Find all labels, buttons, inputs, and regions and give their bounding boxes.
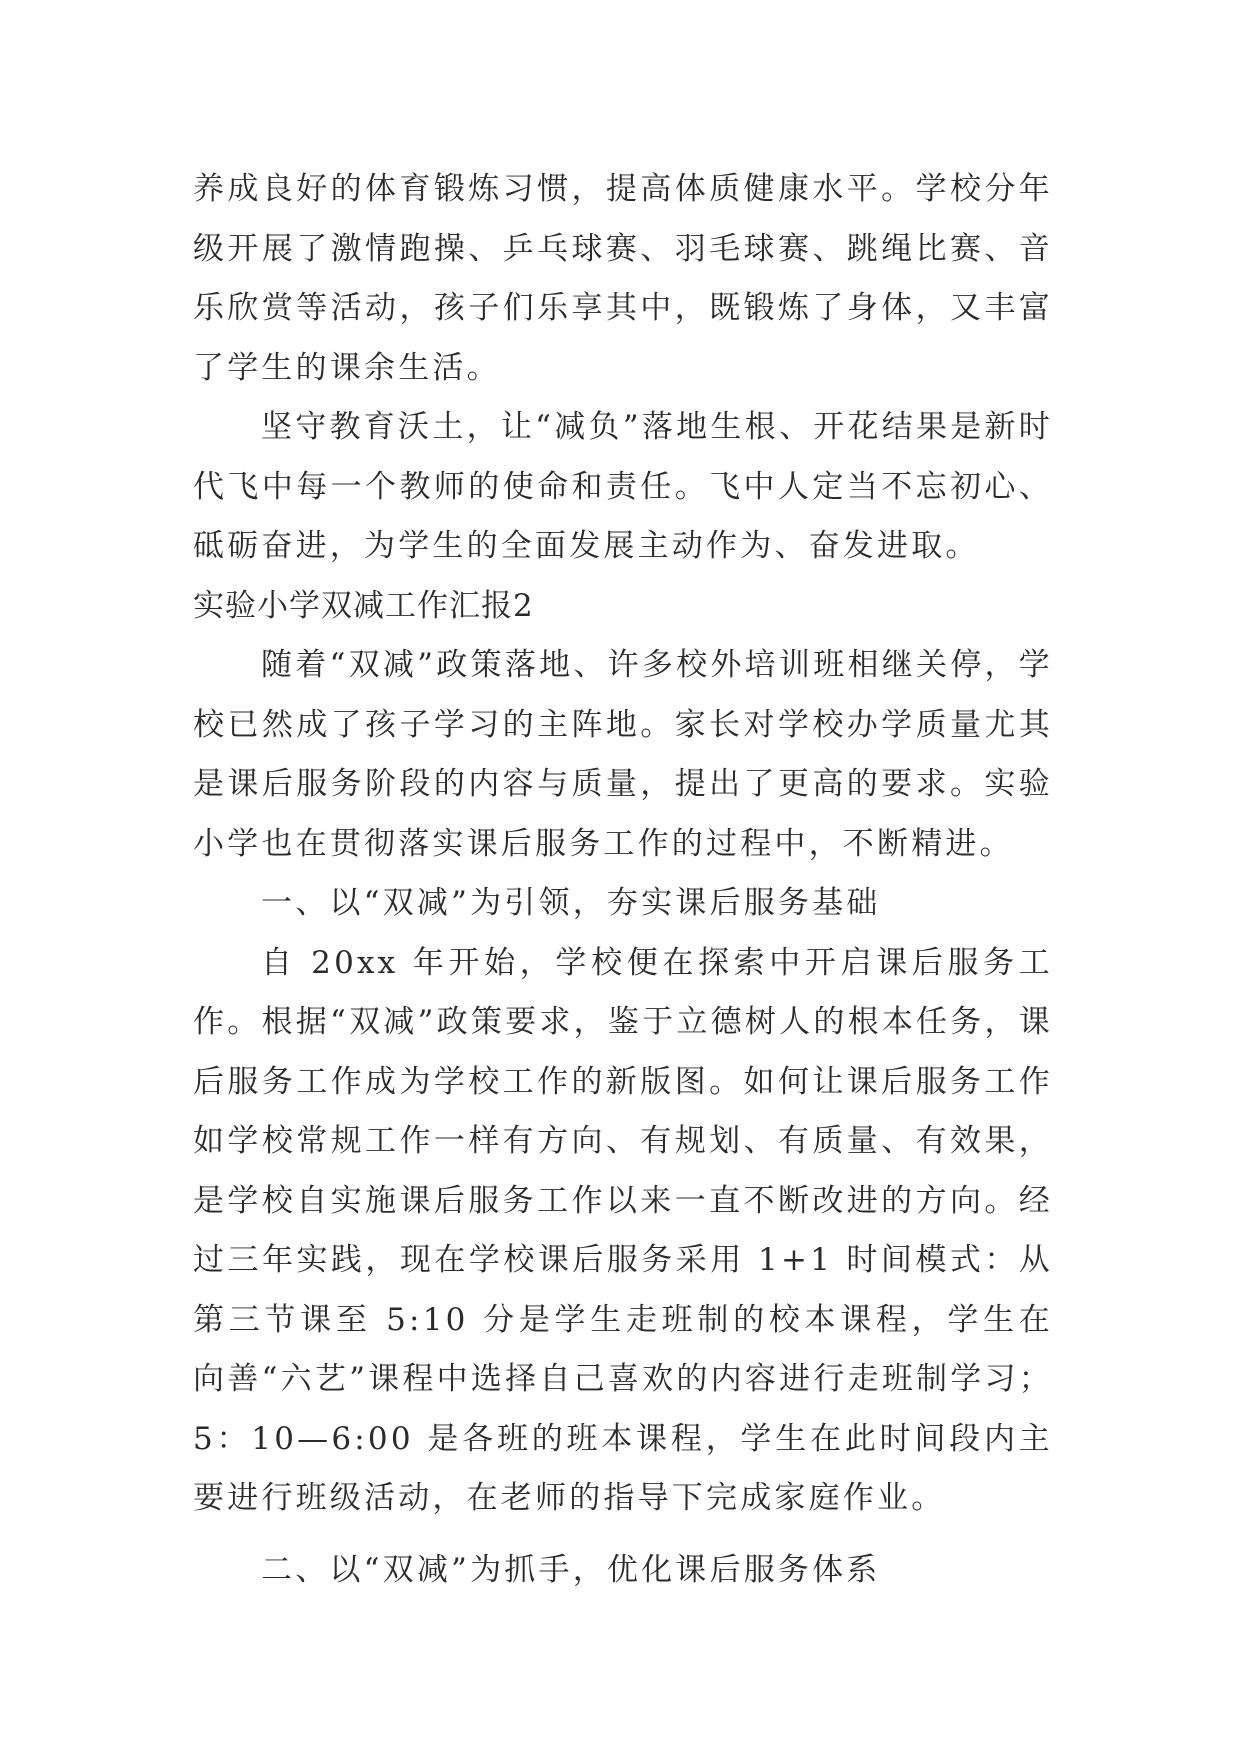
subheading-one: 一、以“双减”为引领，夯实课后服务基础 xyxy=(261,885,881,921)
subheading-two: 二、以“双减”为抓手，优化课后服务体系 xyxy=(261,1551,881,1588)
paragraph-mission: 坚守教育沃土，让“减负”落地生根、开花结果是新时代飞中每一个教师的使命和责任。飞中人定当不忘初心、砥砺奋进，为学生的全面发展主动作为、奋发进取。 xyxy=(193,409,1053,564)
section-title: 实验小学双减工作汇报2 xyxy=(193,587,534,624)
paragraph-gap xyxy=(193,1529,1053,1541)
paragraph-intro: 随着“双减”政策落地、许多校外培训班相继关停，学校已然成了孩子学习的主阵地。家长对学校办学质量尤其是课后服务阶段的内容与质量，提出了更高的要求。实验小学也在贯彻落实课后服务工作的过程中，不断精进。 xyxy=(193,647,1053,862)
paragraph-schedule: 自 20xx 年开始，学校便在探索中开启课后服务工作。根据“双减”政策要求，鉴于立德树人的根本任务，课后服务工作成为学校工作的新版图。如何让课后服务工作如学校常规工作一样有方向、有规划、有质量、有效果，是学校自实施课后服务工作以来一直不断改进的方向。经过三年实践，现在学校课后服务采用 1+1 时间模式：从第三节课至 5:10 分是学生走班制的校本课程，学生在向善“六艺”课程中选择自己喜欢的内容进行走班制学习；5：10—6:00 是各班的班本课程，学生在此时间段内主要进行班级活动，在老师的指导下完成家庭作业。 xyxy=(193,944,1053,1516)
document-body xyxy=(193,160,1053,1600)
paragraph-activities: 养成良好的体育锻炼习惯，提高体质健康水平。学校分年级开展了激情跑操、乒乓球赛、羽毛球赛、跳绳比赛、音乐欣赏等活动，孩子们乐享其中，既锻炼了身体，又丰富了学生的课余生活。 xyxy=(193,171,1053,386)
